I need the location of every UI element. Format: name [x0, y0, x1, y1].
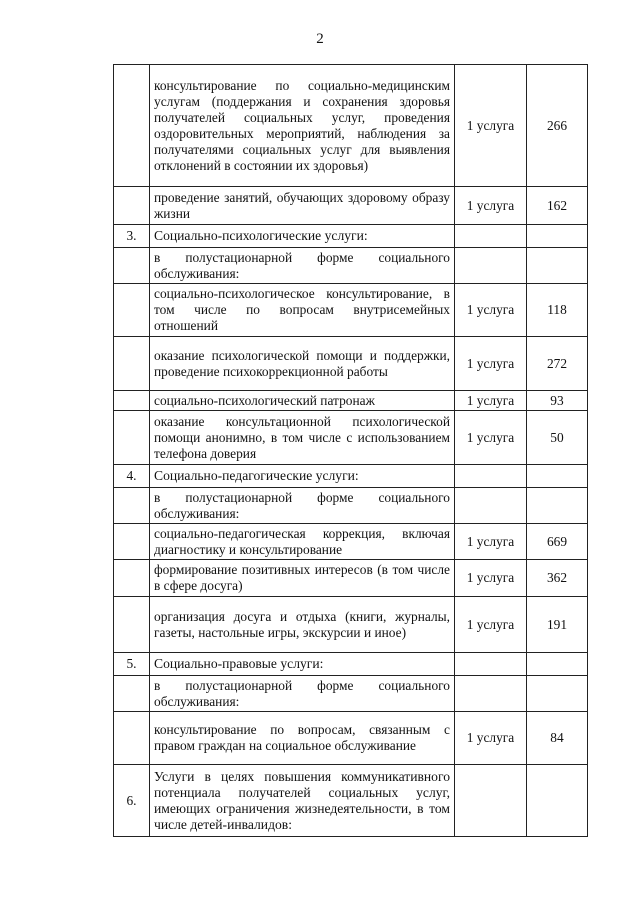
unit-cell: 1 услуга — [455, 524, 527, 560]
row-number — [114, 560, 150, 597]
table-row — [114, 524, 588, 560]
row-number — [114, 524, 150, 560]
services-table — [113, 64, 588, 837]
unit-cell: 1 услуга — [455, 284, 527, 337]
value-cell: 118 — [527, 284, 588, 337]
table-row — [114, 65, 588, 187]
value-cell: 93 — [527, 391, 588, 411]
unit-cell: 1 услуга — [455, 411, 527, 465]
section-title: Услуги в целях повышения коммуникативного потенциала получателей социальных услуг, имеющих ограничения жизнедеятельности, в том числе детей-инвалидов: — [150, 765, 455, 837]
unit-cell: 1 услуга — [455, 712, 527, 765]
row-number — [114, 187, 150, 225]
service-name: оказание психологической помощи и поддержки, проведение психокоррекционной работы — [150, 337, 455, 391]
unit-cell: 1 услуга — [455, 187, 527, 225]
section-number: 3. — [114, 225, 150, 248]
value-cell: 669 — [527, 524, 588, 560]
row-number — [114, 65, 150, 187]
value-cell: 84 — [527, 712, 588, 765]
service-name: консультирование по вопросам, связанным с правом граждан на социальное обслуживание — [150, 712, 455, 765]
service-name: оказание консультационной психологической помощи анонимно, в том числе с использованием телефона доверия — [150, 411, 455, 465]
service-name: социально-педагогическая коррекция, включая диагностику и консультирование — [150, 524, 455, 560]
value-cell: 266 — [527, 65, 588, 187]
value-cell: 162 — [527, 187, 588, 225]
unit-cell: 1 услуга — [455, 597, 527, 653]
table-row — [114, 712, 588, 765]
table-row — [114, 284, 588, 337]
page-number: 2 — [316, 31, 324, 47]
value-cell — [527, 676, 588, 712]
table-row — [114, 187, 588, 225]
table-row — [114, 560, 588, 597]
unit-cell — [455, 676, 527, 712]
subsection-title: в полустационарной форме социального обслуживания: — [150, 248, 455, 284]
service-name: социально-психологический патронаж — [150, 391, 455, 411]
row-number — [114, 284, 150, 337]
section-row — [114, 225, 588, 248]
subsection-row — [114, 676, 588, 712]
unit-cell — [455, 765, 527, 837]
unit-cell — [455, 653, 527, 676]
unit-cell — [455, 225, 527, 248]
row-number — [114, 248, 150, 284]
subsection-title: в полустационарной форме социального обслуживания: — [150, 488, 455, 524]
row-number — [114, 676, 150, 712]
table-row — [114, 597, 588, 653]
section-row — [114, 465, 588, 488]
table-row — [114, 391, 588, 411]
section-row — [114, 765, 588, 837]
section-number: 5. — [114, 653, 150, 676]
unit-cell: 1 услуга — [455, 65, 527, 187]
value-cell: 362 — [527, 560, 588, 597]
table-row — [114, 411, 588, 465]
value-cell: 50 — [527, 411, 588, 465]
row-number — [114, 712, 150, 765]
value-cell: 191 — [527, 597, 588, 653]
value-cell — [527, 765, 588, 837]
subsection-title: в полустационарной форме социального обслуживания: — [150, 676, 455, 712]
row-number — [114, 411, 150, 465]
service-name: формирование позитивных интересов (в том числе в сфере досуга) — [150, 560, 455, 597]
unit-cell — [455, 248, 527, 284]
section-title: Социально-психологические услуги: — [150, 225, 455, 248]
value-cell: 272 — [527, 337, 588, 391]
value-cell — [527, 465, 588, 488]
row-number — [114, 488, 150, 524]
service-name: проведение занятий, обучающих здоровому образу жизни — [150, 187, 455, 225]
section-number: 6. — [114, 765, 150, 837]
row-number — [114, 391, 150, 411]
section-number: 4. — [114, 465, 150, 488]
service-name: социально-психологическое консультирование, в том числе по вопросам внутрисемейных отношений — [150, 284, 455, 337]
subsection-row — [114, 488, 588, 524]
unit-cell: 1 услуга — [455, 337, 527, 391]
value-cell — [527, 248, 588, 284]
section-title: Социально-педагогические услуги: — [150, 465, 455, 488]
value-cell — [527, 488, 588, 524]
value-cell — [527, 225, 588, 248]
row-number — [114, 337, 150, 391]
unit-cell: 1 услуга — [455, 560, 527, 597]
table-row — [114, 337, 588, 391]
subsection-row — [114, 248, 588, 284]
value-cell — [527, 653, 588, 676]
service-name: организация досуга и отдыха (книги, журналы, газеты, настольные игры, экскурсии и иное) — [150, 597, 455, 653]
unit-cell — [455, 488, 527, 524]
row-number — [114, 597, 150, 653]
service-name: консультирование по социально-медицинским услугам (поддержания и сохранения здоровья получателей социальных услуг, проведения оздоровительных мероприятий, наблюдения за получателями социальных услуг для выявления отклонений в состоянии их здоровья) — [150, 65, 455, 187]
unit-cell — [455, 465, 527, 488]
unit-cell: 1 услуга — [455, 391, 527, 411]
section-row — [114, 653, 588, 676]
section-title: Социально-правовые услуги: — [150, 653, 455, 676]
